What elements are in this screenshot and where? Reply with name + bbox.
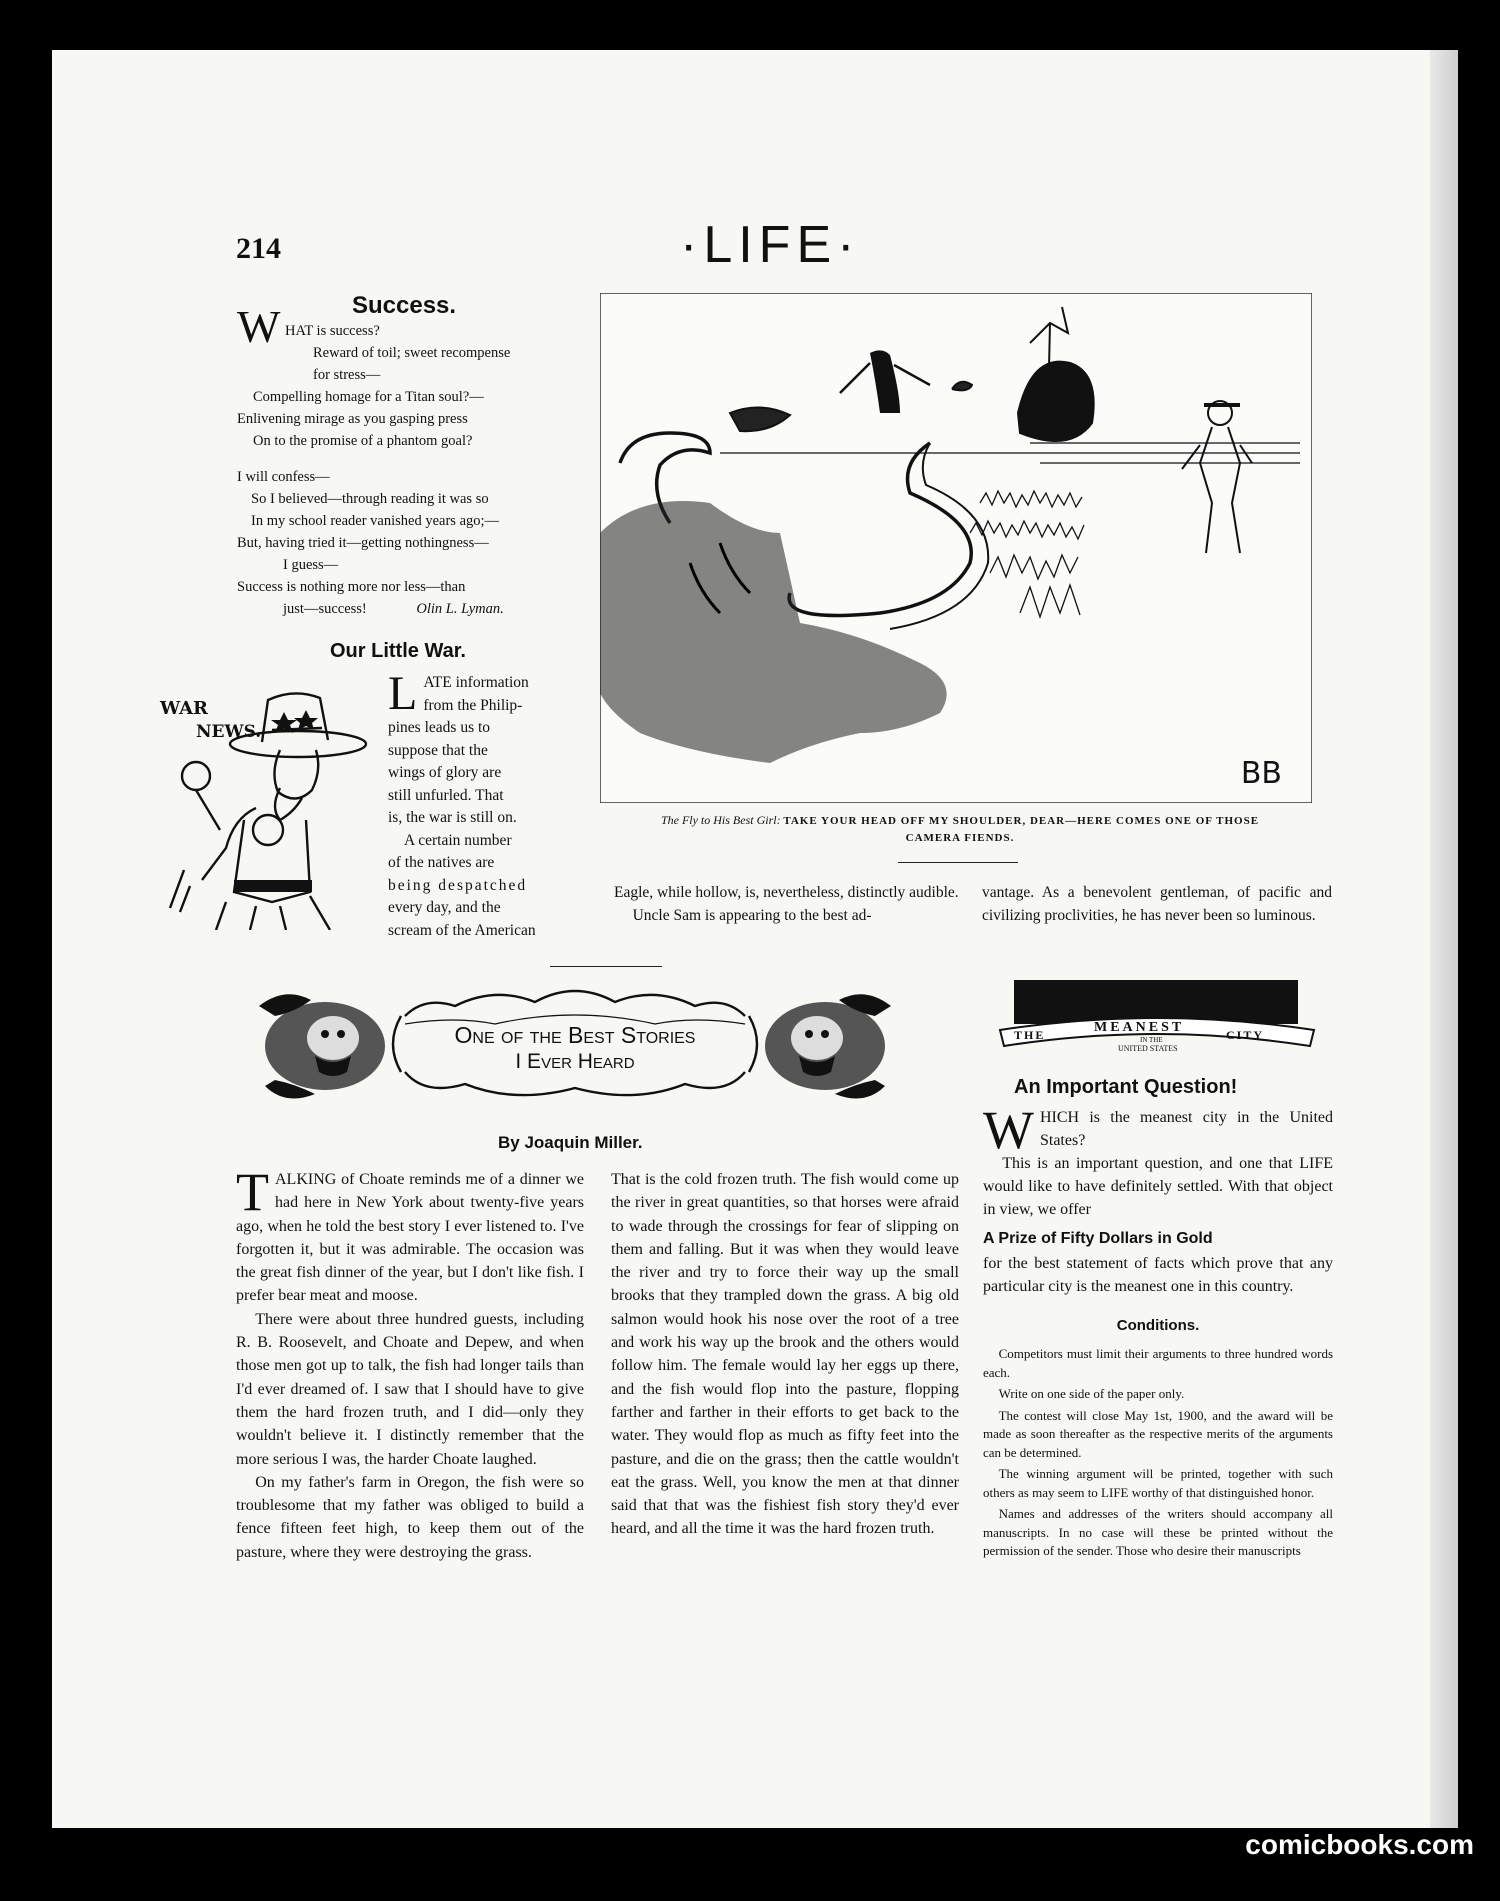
banner-word-meanest: MEANEST	[1094, 1020, 1185, 1035]
conditions-list	[983, 1345, 1333, 1561]
prize-heading: A Prize of Fifty Dollars in Gold	[983, 1230, 1213, 1247]
meanest-paragraph: for the best statement of facts which prove that any particular city is the meanest one in this country.	[983, 1255, 1333, 1295]
story-col1	[236, 1162, 584, 1564]
page-number: 214	[236, 232, 281, 265]
banner-line-2: I Ever Heard	[515, 1050, 635, 1073]
poem-line: Reward of toil; sweet recompense	[313, 345, 511, 361]
caption-italic: The Fly to His Best Girl:	[660, 813, 781, 827]
little-war-col2	[614, 882, 964, 927]
little-war-dropcap: L	[388, 667, 418, 720]
poem-line: In my school reader vanished years ago;—	[251, 513, 500, 529]
masthead: ·LIFE·	[680, 216, 861, 274]
little-war-title: Our Little War.	[330, 640, 466, 662]
poem-line: I guess—	[283, 557, 339, 573]
watermark: comicbooks.com	[1245, 1829, 1474, 1860]
text-line: from the Philip-	[423, 696, 523, 714]
text-line: A certain number	[404, 831, 512, 849]
condition-item: Competitors must limit their arguments to three hundred words each.	[983, 1346, 1333, 1380]
page-edge	[1430, 50, 1458, 1828]
cartoon-caption-news: NEWS.	[196, 722, 262, 742]
success-author: Olin L. Lyman.	[416, 601, 504, 617]
poem-line: Enlivening mirage as you gasping press	[237, 411, 468, 427]
uncle-sam-cartoon	[160, 680, 390, 930]
condition-item: The winning argument will be printed, together with such others as may seem to LIFE worthy of that distinguished honor.	[983, 1466, 1333, 1500]
success-dropcap: W	[237, 301, 281, 352]
story-byline: By Joaquin Miller.	[498, 1133, 643, 1152]
banner-word-city: CITY	[1226, 1028, 1265, 1042]
meanest-title: An Important Question!	[1014, 1076, 1238, 1098]
meanest-intro-text: HICH is the meanest city in the United States?	[1039, 1109, 1333, 1149]
poem-line: Compelling homage for a Titan soul?—	[253, 389, 484, 405]
text-line: pines leads us to	[388, 719, 491, 736]
banner-line-1: One of the Best Stories	[454, 1022, 696, 1048]
story-paragraph: There were about three hundred guests, including R. B. Roosevelt, and Choate and Depew, and when those men got up to talk, the fish had longer tails than I'd ever dreamed of. I saw that I should have to give them the hard frozen truth, and I did—only they wouldn't believe it. I distinctly remember that the more serious I was, the harder Choate laughed.	[236, 1310, 584, 1468]
story-text: ALKING of Choate reminds me of a dinner we had here in New York about twenty-five years ago, when he told the best story I ever listened to. I've forgotten it, but it was admirable. The occasion was the great fish dinner of the year, but I don't like fish. I prefer bear meat and moose.	[236, 1171, 584, 1305]
story-paragraph: On my father's farm in Oregon, the fish were so troublesome that my father was obliged to build a fence fifteen feet high, to keep them out of the pasture, where they were destroying the grass.	[236, 1473, 584, 1561]
text-paragraph: Eagle, while hollow, is, nevertheless, distinctly audible.	[614, 884, 959, 901]
poem-line: On to the promise of a phantom goal?	[253, 433, 473, 449]
meanest-paragraph: This is an important question, and one that LIFE would like to have definitely settled. With that object in view, we offer	[983, 1155, 1333, 1218]
text-line: being despatched	[388, 876, 528, 894]
text-line: of the natives are	[388, 854, 495, 871]
condition-item: The contest will close May 1st, 1900, and the award will be made as soon thereafter as the respective merits of the arguments can be determined.	[983, 1407, 1333, 1460]
cartoon-caption-war: WAR	[160, 698, 208, 719]
story-dropcap: T	[236, 1162, 269, 1222]
meanest-col	[983, 1100, 1333, 1564]
text-line: suppose that the	[388, 741, 488, 759]
section-rule	[550, 966, 662, 967]
text-line: wings of glory are	[388, 764, 502, 781]
text-line: is, the war is still on.	[388, 809, 517, 826]
caption-rule	[898, 862, 1018, 863]
text-line: ATE information	[423, 674, 529, 691]
banner-word-the: THE	[1014, 1028, 1046, 1042]
bull-and-fly-drawing	[600, 293, 1312, 803]
poem-line: for stress—	[313, 367, 381, 383]
text-paragraph: vantage. As a benevolent gentleman, of pacific and civilizing proclivities, he has never been so luminous.	[982, 884, 1332, 924]
poem-line: I will confess—	[237, 469, 330, 485]
story-banner	[255, 976, 895, 1112]
text-line: scream of the American	[388, 921, 536, 939]
meanest-banner	[996, 978, 1318, 1060]
text-line: still unfurled. That	[388, 786, 504, 804]
success-poem	[237, 301, 587, 620]
story-paragraph	[236, 1162, 584, 1308]
meanest-intro	[983, 1100, 1333, 1160]
poem-line: So I believed—through reading it was so	[251, 491, 489, 507]
caption-text: TAKE YOUR HEAD OFF MY SHOULDER, DEAR—HERE COMES ONE OF THOSE CAMERA FIENDS.	[783, 815, 1260, 844]
story-paragraph: That is the cold frozen truth. The fish would come up the river in great quantities, so that horses were afraid to wade through the crossings for fear of slipping on them and falling. But it was when they would leave the river and try to force their way up the small brooks that they trampled down the grass. A big old salmon would hook his nose over the root of a tree and work his way up the brook and the others would follow him. The female would lay her eggs up there, and the fish would flop into the pasture, flopping farther and farther in their efforts to get back to the water. They would flop as much as fifty feet into the pasture, and die on the grass; then the cattle wouldn't eat the grass. Well, you know the men at that dinner said that that was the fishiest fish story they'd ever heard, and all the time it was the hard frozen truth.	[611, 1171, 959, 1538]
poem-line: HAT is success?	[285, 323, 380, 339]
condition-item: Write on one side of the paper only.	[998, 1386, 1185, 1401]
poem-line: Success is nothing more nor less—than	[237, 579, 466, 595]
poem-line: But, having tried it—getting nothingness—	[237, 535, 489, 551]
poem-line-end: just—success!	[283, 601, 367, 617]
success-title: Success.	[352, 292, 457, 319]
cartoon-illustration	[600, 293, 1312, 803]
text-paragraph: Uncle Sam is appearing to the best ad-	[632, 906, 872, 924]
poem-line	[283, 598, 587, 620]
artist-signature: BB	[1240, 756, 1282, 791]
text-line: every day, and the	[388, 899, 501, 916]
story-col2	[611, 1168, 959, 1541]
banner-word-in-the: IN THE	[1140, 1036, 1163, 1044]
little-war-col1	[388, 667, 588, 942]
meanest-dropcap: W	[983, 1100, 1034, 1160]
conditions-heading: Conditions.	[1116, 1317, 1200, 1334]
illustration-caption	[640, 812, 1280, 847]
banner-word-united-states: UNITED STATES	[1118, 1044, 1178, 1053]
condition-item: Names and addresses of the writers should accompany all manuscripts. In no case will these be printed without the permission of the sender. Those who desire their manuscripts	[983, 1506, 1333, 1558]
little-war-col3	[982, 882, 1332, 927]
